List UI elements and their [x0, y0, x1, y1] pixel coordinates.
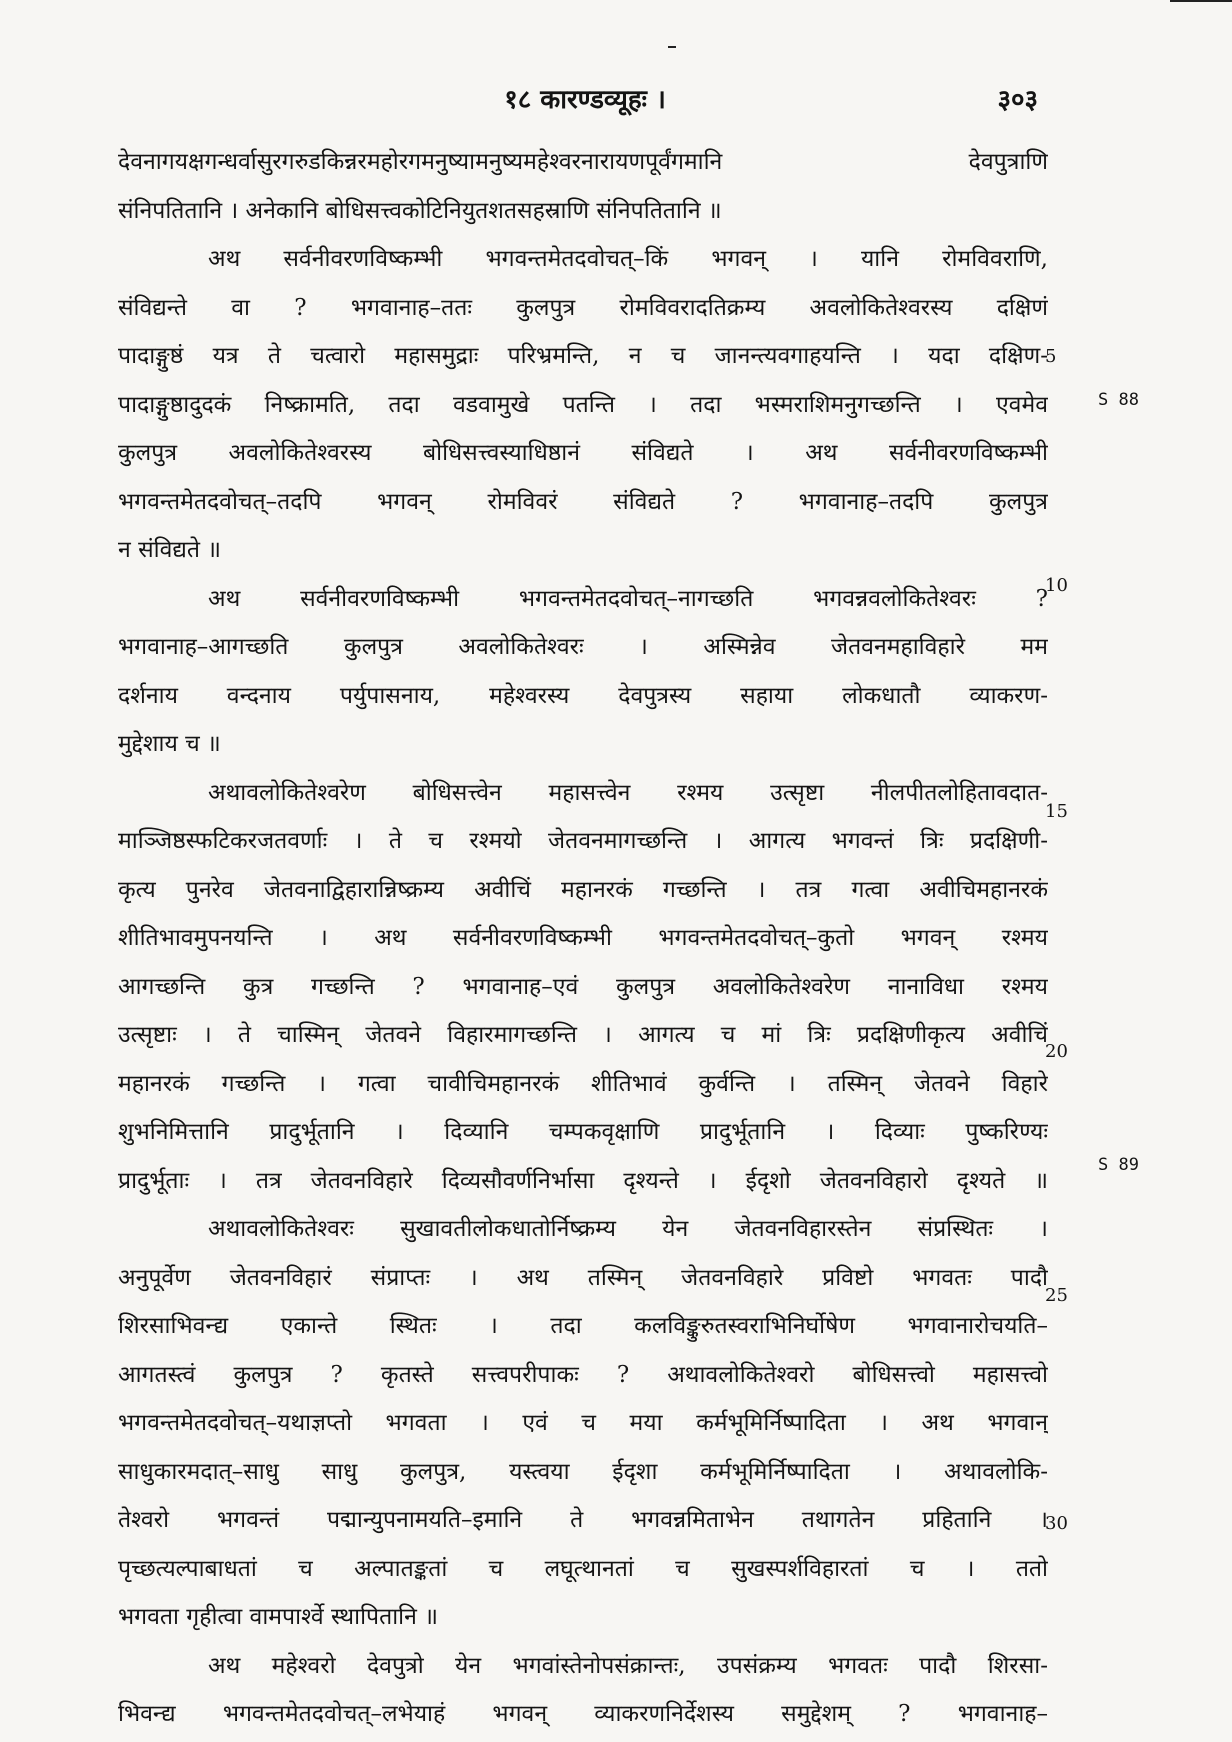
body-text — [118, 138, 1048, 1739]
text-line: पादाङ्गुष्ठं यत्र ते चत्वारो महासमुद्राः परिभ्रमन्ति, न च जानन्त्यवगाहयन्ति । यदा दक्षिण- — [118, 343, 1048, 369]
text-line: संनिपतितानि । अनेकानि बोधिसत्त्वकोटिनियुतशतसहस्राणि संनिपतितानि ॥ — [118, 197, 722, 224]
line-number: 20 — [1045, 1041, 1068, 1062]
text-line: शिरसाभिवन्द्य एकान्ते स्थितः । तदा कलविङ्कुरुतस्वराभिनिर्घोषेण भगवानारोचयति– — [118, 1313, 1048, 1339]
text-line: मुद्देशाय च ॥ — [118, 731, 221, 757]
text-line: माञ्जिष्ठस्फटिकरजतवर्णाः । ते च रश्मयो जेतवनमागच्छन्ति । आगत्य भगवन्तं त्रिः प्रदक्षिणी- — [118, 828, 1048, 854]
line-number: 10 — [1045, 575, 1068, 596]
text-line: अथावलोकितेश्वरेण बोधिसत्त्वेन महासत्त्वेन रश्मय उत्सृष्टा नीलपीतलोहितावदात- — [208, 779, 1048, 806]
text-line: भगवन्तमेतदवोचत्–तदपि भगवन् रोमविवरं संविद्यते ? भगवानाह–तदपि कुलपुत्र — [118, 488, 1048, 515]
text-line: कृत्य पुनरेव जेतवनाद्विहारान्निष्क्रम्य अवीचिं महानरकं गच्छन्ति । तत्र गत्वा अवीचिमहानरकं — [118, 876, 1048, 903]
text-line: देवनागयक्षगन्धर्वासुरगरुडकिन्नरमहोरगमनुष्यामनुष्यमहेश्वरनारायणपूर्वंगमानि देवपुत्राणि — [118, 149, 1048, 175]
text-line: न संविद्यते ॥ — [118, 537, 222, 563]
text-line: अथ सर्वनीवरणविष्कम्भी भगवन्तमेतदवोचत्–नागच्छति भगवन्नवलोकितेश्वरः ? — [208, 585, 1048, 612]
text-line: भिवन्द्य भगवन्तमेतदवोचत्–लभेयाहं भगवन् व्याकरणनिर्देशस्य समुद्देशम् ? भगवानाह– — [118, 1701, 1048, 1727]
scan-edge-mark — [1170, 0, 1232, 2]
text-line: भगवानाह–आगच्छति कुलपुत्र अवलोकितेश्वरः । अस्मिन्नेव जेतवनमहाविहारे मम — [118, 634, 1048, 660]
page-header — [120, 80, 1050, 120]
text-line: अथ सर्वनीवरणविष्कम्भी भगवन्तमेतदवोचत्–किं भगवन् । यानि रोमविवराणि, — [208, 246, 1048, 272]
text-line: साधुकारमदात्–साधु साधु कुलपुत्र, यस्त्वया ईदृशा कर्मभूमिर्निष्पादिता । अथावलोकि- — [118, 1458, 1048, 1485]
section-ref: S 88 — [1098, 390, 1139, 410]
text-line: पादाङ्गुष्ठादुदकं निष्क्रामति, तदा वडवामुखे पतन्ति । तदा भस्मराशिमनुगच्छन्ति । एवमेव — [118, 391, 1048, 418]
text-line: कुलपुत्र अवलोकितेश्वरस्य बोधिसत्त्वस्याधिष्ठानं संविद्यते । अथ सर्वनीवरणविष्कम्भी — [118, 440, 1048, 466]
line-number: 5 — [1045, 346, 1057, 367]
page-number: ३०३ — [997, 85, 1038, 115]
text-line: आगतस्त्वं कुलपुत्र ? कृतस्ते सत्त्वपरीपाकः ? अथावलोकितेश्वरो बोधिसत्त्वो महासत्त्वो — [118, 1361, 1048, 1388]
text-line: अथ महेश्वरो देवपुत्रो येन भगवांस्तेनोपसंक्रान्तः, उपसंक्रम्य भगवतः पादौ शिरसा- — [208, 1652, 1048, 1679]
line-number: 25 — [1045, 1285, 1068, 1306]
text-line: शीतिभावमुपनयन्ति । अथ सर्वनीवरणविष्कम्भी भगवन्तमेतदवोचत्–कुतो भगवन् रश्मय — [118, 925, 1048, 951]
text-line: पृच्छत्यल्पाबाधतां च अल्पातङ्कतां च लघूत्थानतां च सुखस्पर्शविहारतां च । ततो — [118, 1555, 1048, 1582]
text-line: संविद्यन्ते वा ? भगवानाह–ततः कुलपुत्र रोमविवरादतिक्रम्य अवलोकितेश्वरस्य दक्षिणं — [118, 294, 1048, 321]
section-ref: S 89 — [1098, 1155, 1139, 1175]
text-line: भगवता गृहीत्वा वामपार्श्वे स्थापितानि ॥ — [118, 1604, 438, 1630]
scan-speck — [668, 46, 676, 48]
text-line: अथावलोकितेश्वरः सुखावतीलोकधातोर्निष्क्रम्य येन जेतवनविहारस्तेन संप्रस्थितः । — [208, 1216, 1048, 1242]
text-line: प्रादुर्भूताः । तत्र जेतवनविहारे दिव्यसौवर्णनिर्भासा दृश्यन्ते । ईदृशो जेतवनविहारो दृश्यते ॥ — [118, 1167, 1048, 1194]
line-number: 15 — [1045, 801, 1068, 822]
running-title: १८ कारण्डव्यूहः । — [504, 85, 666, 115]
text-line: महानरकं गच्छन्ति । गत्वा चावीचिमहानरकं शीतिभावं कुर्वन्ति । तस्मिन् जेतवने विहारे — [118, 1070, 1048, 1097]
text-line: शुभनिमित्तानि प्रादुर्भूतानि । दिव्यानि चम्पकवृक्षाणि प्रादुर्भूतानि । दिव्याः पुष्करिण्यः — [118, 1119, 1048, 1145]
text-line: उत्सृष्टाः । ते चास्मिन् जेतवने विहारमागच्छन्ति । आगत्य च मां त्रिः प्रदक्षिणीकृत्य अवीचिं — [118, 1022, 1048, 1048]
text-line: भगवन्तमेतदवोचत्–यथाज्ञप्तो भगवता । एवं च मया कर्मभूमिर्निष्पादिता । अथ भगवान् — [118, 1410, 1048, 1436]
text-line: दर्शनाय वन्दनाय पर्युपासनाय, महेश्वरस्य देवपुत्रस्य सहाया लोकधातौ व्याकरण- — [118, 682, 1048, 709]
line-number: 30 — [1045, 1513, 1068, 1534]
text-line: तेश्वरो भगवन्तं पद्मान्युपनामयति–इमानि ते भगवन्नमिताभेन तथागतेन प्रहितानि । — [118, 1507, 1048, 1533]
text-line: अनुपूर्वेण जेतवनविहारं संप्राप्तः । अथ तस्मिन् जेतवनविहारे प्रविष्टो भगवतः पादौ — [118, 1264, 1048, 1291]
text-line: आगच्छन्ति कुत्र गच्छन्ति ? भगवानाह–एवं कुलपुत्र अवलोकितेश्वरेण नानाविधा रश्मय — [118, 973, 1048, 1000]
